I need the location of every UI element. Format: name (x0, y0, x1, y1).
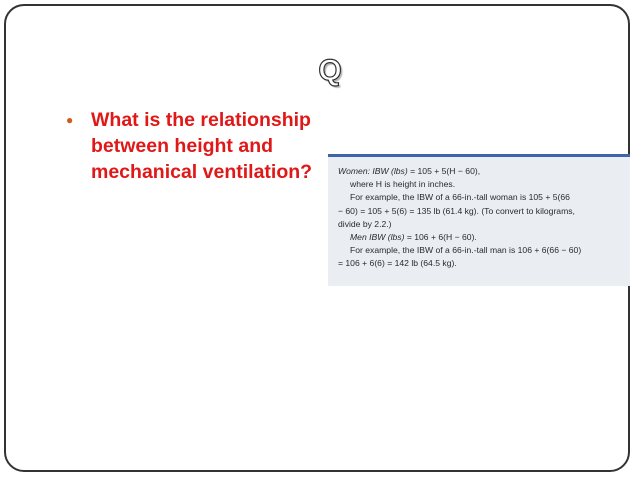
bullet-circle-icon: ● (66, 113, 74, 127)
men-formula-label: Men IBW (lbs) (350, 232, 405, 243)
men-example-line-2: = 106 + 6(6) = 142 lb (64.5 kg). (338, 258, 457, 269)
women-example-line-1: For example, the IBW of a 66-in.-tall woman is 105 + 5(66 (350, 192, 570, 203)
question-text: What is the relationship between height and mechanical ventilation? (91, 109, 313, 183)
men-example-line-1: For example, the IBW of a 66-in.-tall man is 106 + 6(66 − 60) (350, 245, 582, 256)
men-formula-rest: = 106 + 6(H − 60). (404, 232, 477, 243)
women-example-line-3: divide by 2.2.) (338, 218, 392, 229)
women-where-line: where H is height in inches. (350, 179, 456, 190)
ibw-formula-excerpt (328, 154, 630, 286)
men-formula-line (338, 231, 622, 244)
slide-title: Q (318, 54, 342, 87)
women-formula-line (338, 165, 622, 178)
women-formula-label: Women: IBW (lbs) (338, 166, 408, 176)
women-example-line-2: − 60) = 105 + 5(6) = 135 lb (61.4 kg). (To convert to kilograms, (338, 205, 575, 216)
women-formula-rest: = 105 + 5(H − 60), (407, 166, 481, 176)
bullet-item (66, 107, 328, 185)
